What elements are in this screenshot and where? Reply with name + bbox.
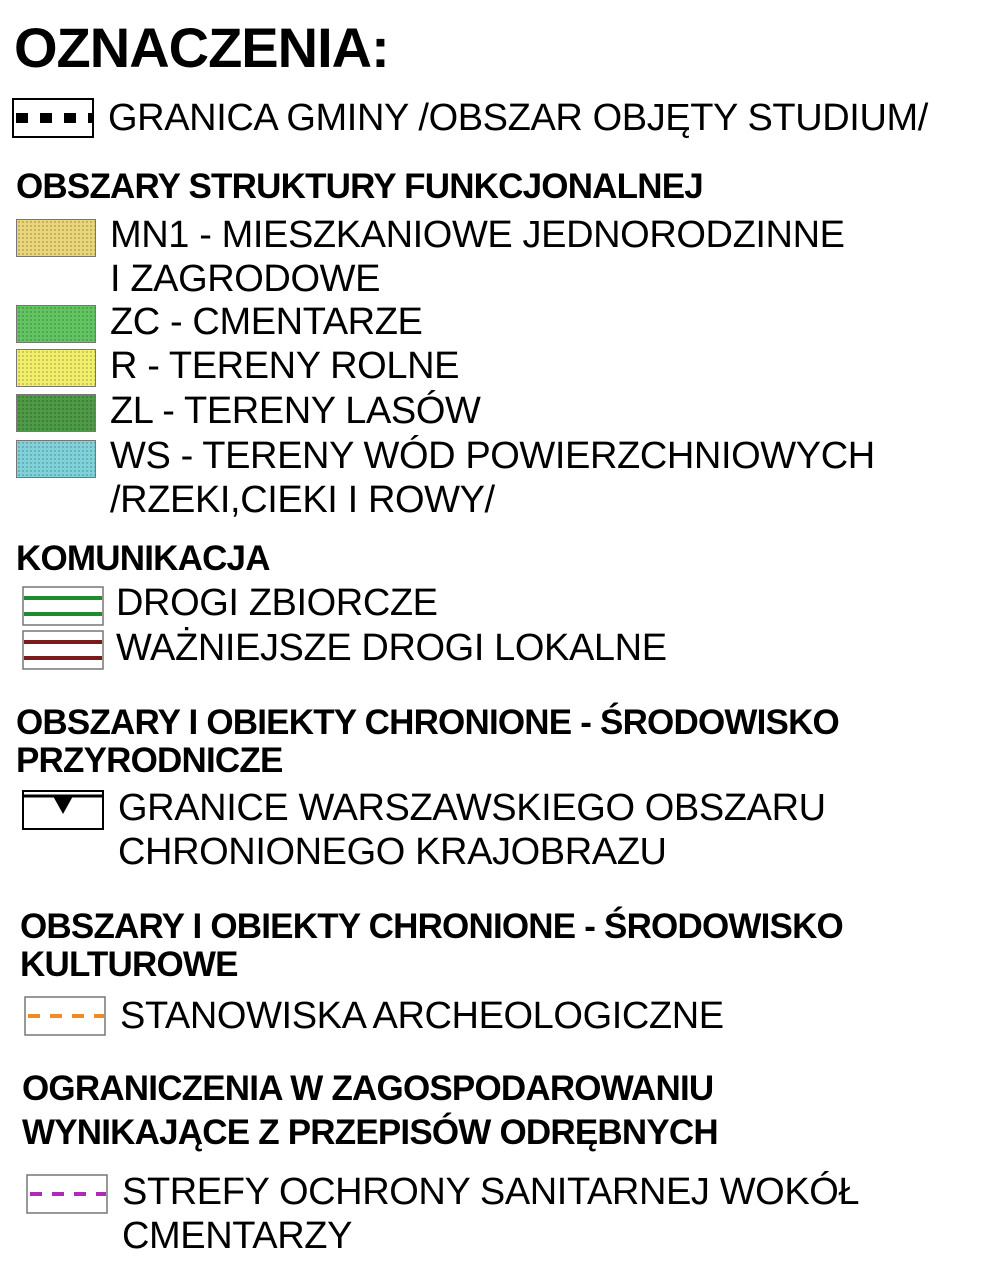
- label-ws-line1: WS - TERENY WÓD POWIERZCHNIOWYCH: [110, 435, 875, 477]
- culture-heading-line1: OBSZARY I OBIEKTY CHRONIONE - ŚRODOWISKO: [20, 907, 843, 946]
- functional-heading: OBSZARY STRUKTURY FUNKCJONALNEJ: [16, 167, 703, 206]
- label-zc: ZC - CMENTARZE: [110, 301, 423, 343]
- swatch-zc: [16, 305, 96, 343]
- triangle-boundary-icon: [22, 790, 104, 830]
- swatch-zl: [16, 394, 96, 432]
- black-dashed-boundary-icon: [12, 98, 94, 138]
- legend-title: OZNACZENIA:: [14, 16, 389, 79]
- label-wochk-line1: GRANICE WARSZAWSKIEGO OBSZARU: [118, 787, 826, 829]
- label-ws-line2: /RZEKI,CIEKI I ROWY/: [110, 479, 495, 521]
- swatch-ws: [16, 440, 96, 478]
- nature-heading-line2: PRZYRODNICZE: [16, 741, 283, 780]
- restrictions-heading-line2: WYNIKAJĄCE Z PRZEPISÓW ODRĘBNYCH: [22, 1113, 718, 1152]
- local-road-icon: [22, 630, 104, 670]
- label-sanitary-zone-line1: STREFY OCHRONY SANITARNEJ WOKÓŁ: [122, 1171, 860, 1213]
- label-wochk-line2: CHRONIONEGO KRAJOBRAZU: [118, 831, 667, 873]
- label-r: R - TERENY ROLNE: [110, 345, 460, 387]
- label-collector-roads: DROGI ZBIORCZE: [116, 582, 438, 624]
- label-mn1-line2: I ZAGRODOWE: [110, 258, 381, 300]
- label-archaeological-sites: STANOWISKA ARCHEOLOGICZNE: [120, 995, 724, 1037]
- archaeological-site-icon: [24, 996, 106, 1036]
- restrictions-heading-line1: OGRANICZENIA W ZAGOSPODAROWANIU: [22, 1069, 714, 1108]
- label-local-roads: WAŻNIEJSZE DROGI LOKALNE: [116, 627, 667, 669]
- swatch-mn1: [16, 219, 96, 257]
- boundary-label: GRANICA GMINY /OBSZAR OBJĘTY STUDIUM/: [108, 97, 928, 139]
- culture-heading-line2: KULTUROWE: [20, 945, 238, 984]
- label-sanitary-zone-line2: CMENTARZY: [122, 1215, 353, 1257]
- swatch-r: [16, 349, 96, 387]
- label-zl: ZL - TERENY LASÓW: [110, 390, 481, 432]
- label-mn1-line1: MN1 - MIESZKANIOWE JEDNORODZINNE: [110, 214, 845, 256]
- sanitary-zone-icon: [26, 1174, 108, 1214]
- communication-heading: KOMUNIKACJA: [16, 539, 270, 578]
- nature-heading-line1: OBSZARY I OBIEKTY CHRONIONE - ŚRODOWISKO: [16, 703, 839, 742]
- collector-road-icon: [22, 586, 104, 626]
